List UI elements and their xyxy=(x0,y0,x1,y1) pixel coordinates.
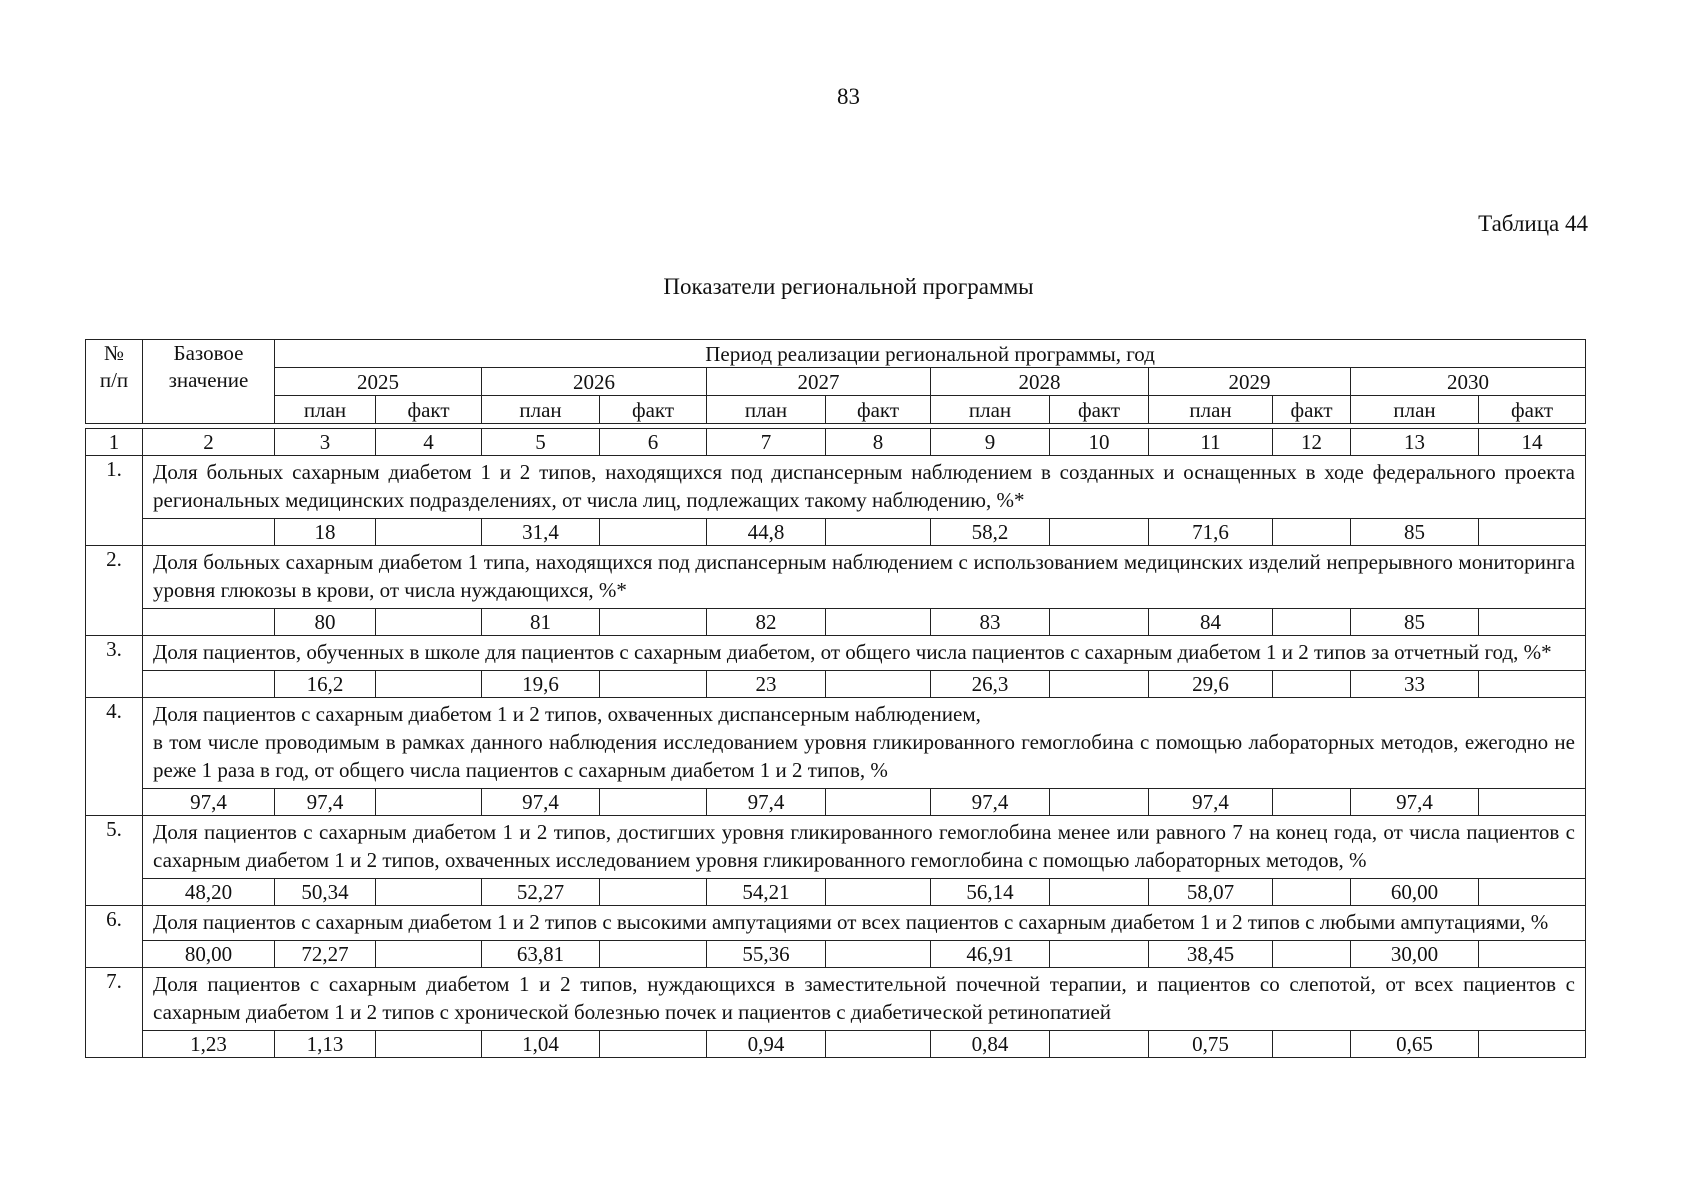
plan-value: 44,8 xyxy=(707,519,826,546)
fact-value xyxy=(826,671,931,698)
fact-value xyxy=(826,879,931,906)
plan-value: 55,36 xyxy=(707,941,826,968)
column-number: 9 xyxy=(931,429,1050,456)
base-value-header: Базовое значение xyxy=(143,340,275,424)
indicator-text: Доля пациентов с сахарным диабетом 1 и 2 типов, охваченных диспансерным наблюдением, xyxy=(153,702,981,726)
fact-value xyxy=(1050,879,1149,906)
fact-header: факт xyxy=(376,396,482,424)
fact-header: факт xyxy=(826,396,931,424)
plan-value: 81 xyxy=(482,609,600,636)
column-number: 14 xyxy=(1479,429,1586,456)
fact-value xyxy=(376,879,482,906)
column-number: 7 xyxy=(707,429,826,456)
column-number: 8 xyxy=(826,429,931,456)
plan-value: 1,13 xyxy=(275,1031,376,1058)
base-value xyxy=(143,519,275,546)
fact-value xyxy=(600,671,707,698)
column-number: 5 xyxy=(482,429,600,456)
indicator-values-row xyxy=(86,789,1586,816)
fact-value xyxy=(1273,671,1351,698)
table-title: Показатели региональной программы xyxy=(663,274,1034,299)
column-number: 1 xyxy=(86,429,143,456)
column-number: 11 xyxy=(1149,429,1273,456)
plan-value: 97,4 xyxy=(482,789,600,816)
fact-value xyxy=(1479,879,1586,906)
indicator-row xyxy=(86,698,1586,789)
fact-value xyxy=(600,789,707,816)
fact-value xyxy=(600,519,707,546)
plan-value: 60,00 xyxy=(1351,879,1479,906)
fact-value xyxy=(1050,609,1149,636)
fact-header: факт xyxy=(1273,396,1351,424)
indicator-description xyxy=(143,906,1586,941)
indicator-text-continued: в том числе проводимым в рамках данного наблюдения исследованием уровня гликированного гемоглобина с помощью лабораторных методов, ежегодно не реже 1 раза в год, от общего числа пациентов с сахарным диабетом 1 и 2 типов, % xyxy=(153,730,1575,782)
fact-value xyxy=(376,671,482,698)
indicator-description xyxy=(143,456,1586,519)
plan-value: 58,2 xyxy=(931,519,1050,546)
indicator-text: Доля пациентов с сахарным диабетом 1 и 2 типов с высокими ампутациями от всех пациентов с сахарным диабетом 1 и 2 типов с любыми ампутациями, % xyxy=(153,910,1549,934)
plan-value: 38,45 xyxy=(1149,941,1273,968)
fact-header: факт xyxy=(1050,396,1149,424)
indicator-text: Доля пациентов с сахарным диабетом 1 и 2 типов, нуждающихся в заместительной почечной терапии, и пациентов со слепотой, от всех пациентов с сахарным диабетом 1 и 2 типов с хронической болезнью почек и пациентов с диабетической ретинопатией xyxy=(153,972,1575,1024)
table-body xyxy=(85,428,1586,1058)
plan-value: 50,34 xyxy=(275,879,376,906)
base-value xyxy=(143,609,275,636)
plan-value: 19,6 xyxy=(482,671,600,698)
fact-value xyxy=(376,609,482,636)
fact-value xyxy=(826,609,931,636)
indicator-row xyxy=(86,456,1586,519)
indicator-text: Доля больных сахарным диабетом 1 и 2 типов, находящихся под диспансерным наблюдением в созданных и оснащенных в ходе федерального проекта региональных медицинских подразделениях, от числа лиц, подлежащих такому наблюдению, %* xyxy=(153,460,1575,512)
plan-value: 0,84 xyxy=(931,1031,1050,1058)
column-number: 12 xyxy=(1273,429,1351,456)
fact-value xyxy=(1273,519,1351,546)
column-number: 10 xyxy=(1050,429,1149,456)
year-header: 2029 xyxy=(1149,368,1351,396)
fact-value xyxy=(1479,941,1586,968)
indicator-row xyxy=(86,546,1586,609)
column-number: 3 xyxy=(275,429,376,456)
year-header: 2025 xyxy=(275,368,482,396)
plan-value: 0,94 xyxy=(707,1031,826,1058)
plan-value: 63,81 xyxy=(482,941,600,968)
indicator-text: Доля больных сахарным диабетом 1 типа, находящихся под диспансерным наблюдением с использованием медицинских изделий непрерывного мониторинга уровня глюкозы в крови, от числа нуждающихся, %* xyxy=(153,550,1575,602)
plan-value: 46,91 xyxy=(931,941,1050,968)
plan-header: план xyxy=(1351,396,1479,424)
indicator-text: Доля пациентов с сахарным диабетом 1 и 2 типов, достигших уровня гликированного гемоглобина менее или равного 7 на конец года, от числа пациентов с сахарным диабетом 1 и 2 типов, охваченных исследованием уровня гликированного гемоглобина с помощью лабораторных методов, % xyxy=(153,820,1575,872)
fact-value xyxy=(826,941,931,968)
plan-value: 16,2 xyxy=(275,671,376,698)
base-value: 97,4 xyxy=(143,789,275,816)
column-numbers-row xyxy=(86,429,1586,456)
fact-value xyxy=(1273,941,1351,968)
plan-header: план xyxy=(707,396,826,424)
indicator-text: Доля пациентов, обученных в школе для пациентов с сахарным диабетом, от общего числа пациентов с сахарным диабетом 1 и 2 типов за отчетный год, %* xyxy=(153,640,1552,664)
plan-value: 58,07 xyxy=(1149,879,1273,906)
indicator-values-row xyxy=(86,1031,1586,1058)
fact-value xyxy=(376,1031,482,1058)
plan-value: 97,4 xyxy=(275,789,376,816)
plan-value: 33 xyxy=(1351,671,1479,698)
plan-value: 97,4 xyxy=(931,789,1050,816)
fact-value xyxy=(1050,789,1149,816)
base-value: 1,23 xyxy=(143,1031,275,1058)
plan-header: план xyxy=(482,396,600,424)
indicator-description xyxy=(143,546,1586,609)
indicator-row xyxy=(86,816,1586,879)
plan-value: 80 xyxy=(275,609,376,636)
fact-value xyxy=(376,789,482,816)
row-number: 1. xyxy=(86,456,143,546)
fact-value xyxy=(1479,609,1586,636)
indicator-row xyxy=(86,906,1586,941)
indicator-values-row xyxy=(86,609,1586,636)
indicator-values-row xyxy=(86,941,1586,968)
indicator-values-row xyxy=(86,519,1586,546)
column-number: 13 xyxy=(1351,429,1479,456)
plan-value: 23 xyxy=(707,671,826,698)
fact-value xyxy=(1050,1031,1149,1058)
indicator-values-row xyxy=(86,879,1586,906)
fact-value xyxy=(1273,609,1351,636)
plan-header: план xyxy=(1149,396,1273,424)
indicator-row xyxy=(86,968,1586,1031)
table-number: Таблица 44 xyxy=(1478,211,1588,236)
base-value: 48,20 xyxy=(143,879,275,906)
years-row xyxy=(86,368,1586,396)
plan-value: 97,4 xyxy=(707,789,826,816)
plan-value: 18 xyxy=(275,519,376,546)
year-header: 2026 xyxy=(482,368,707,396)
plan-value: 85 xyxy=(1351,519,1479,546)
plan-value: 31,4 xyxy=(482,519,600,546)
plan-value: 56,14 xyxy=(931,879,1050,906)
fact-value xyxy=(826,1031,931,1058)
fact-value xyxy=(1479,789,1586,816)
column-number: 2 xyxy=(143,429,275,456)
fact-value xyxy=(600,1031,707,1058)
plan-value: 1,04 xyxy=(482,1031,600,1058)
fact-value xyxy=(1273,1031,1351,1058)
base-value xyxy=(143,671,275,698)
row-number: 7. xyxy=(86,968,143,1058)
column-number: 4 xyxy=(376,429,482,456)
fact-value xyxy=(1273,789,1351,816)
plan-value: 54,21 xyxy=(707,879,826,906)
plan-fact-row xyxy=(86,396,1586,424)
indicator-description xyxy=(143,698,1586,789)
fact-value xyxy=(1050,941,1149,968)
plan-value: 71,6 xyxy=(1149,519,1273,546)
fact-value xyxy=(826,519,931,546)
row-number: 3. xyxy=(86,636,143,698)
row-number: 4. xyxy=(86,698,143,816)
fact-value xyxy=(1479,671,1586,698)
plan-value: 26,3 xyxy=(931,671,1050,698)
plan-header: план xyxy=(931,396,1050,424)
year-header: 2028 xyxy=(931,368,1149,396)
indicator-values-row xyxy=(86,671,1586,698)
fact-value xyxy=(600,941,707,968)
plan-value: 0,65 xyxy=(1351,1031,1479,1058)
fact-header: факт xyxy=(600,396,707,424)
fact-value xyxy=(1050,519,1149,546)
fact-value xyxy=(600,879,707,906)
plan-value: 83 xyxy=(931,609,1050,636)
plan-value: 29,6 xyxy=(1149,671,1273,698)
column-number: 6 xyxy=(600,429,707,456)
fact-value xyxy=(826,789,931,816)
fact-header: факт xyxy=(1479,396,1586,424)
indicator-row xyxy=(86,636,1586,671)
fact-value xyxy=(1050,671,1149,698)
num-header: № п/п xyxy=(86,340,143,424)
row-number: 6. xyxy=(86,906,143,968)
row-number: 2. xyxy=(86,546,143,636)
fact-value xyxy=(376,941,482,968)
indicator-description xyxy=(143,636,1586,671)
fact-value xyxy=(1479,519,1586,546)
plan-value: 82 xyxy=(707,609,826,636)
plan-value: 97,4 xyxy=(1149,789,1273,816)
plan-value: 0,75 xyxy=(1149,1031,1273,1058)
year-header: 2027 xyxy=(707,368,931,396)
plan-value: 30,00 xyxy=(1351,941,1479,968)
fact-value xyxy=(1479,1031,1586,1058)
fact-value xyxy=(600,609,707,636)
base-value: 80,00 xyxy=(143,941,275,968)
indicator-description xyxy=(143,968,1586,1031)
plan-value: 85 xyxy=(1351,609,1479,636)
plan-value: 52,27 xyxy=(482,879,600,906)
period-header: Период реализации региональной программы, год xyxy=(275,340,1586,368)
indicator-description xyxy=(143,816,1586,879)
plan-header: план xyxy=(275,396,376,424)
page-number: 83 xyxy=(837,84,860,109)
year-header: 2030 xyxy=(1351,368,1586,396)
table-header xyxy=(85,339,1586,424)
fact-value xyxy=(376,519,482,546)
plan-value: 97,4 xyxy=(1351,789,1479,816)
fact-value xyxy=(1273,879,1351,906)
plan-value: 84 xyxy=(1149,609,1273,636)
row-number: 5. xyxy=(86,816,143,906)
plan-value: 72,27 xyxy=(275,941,376,968)
